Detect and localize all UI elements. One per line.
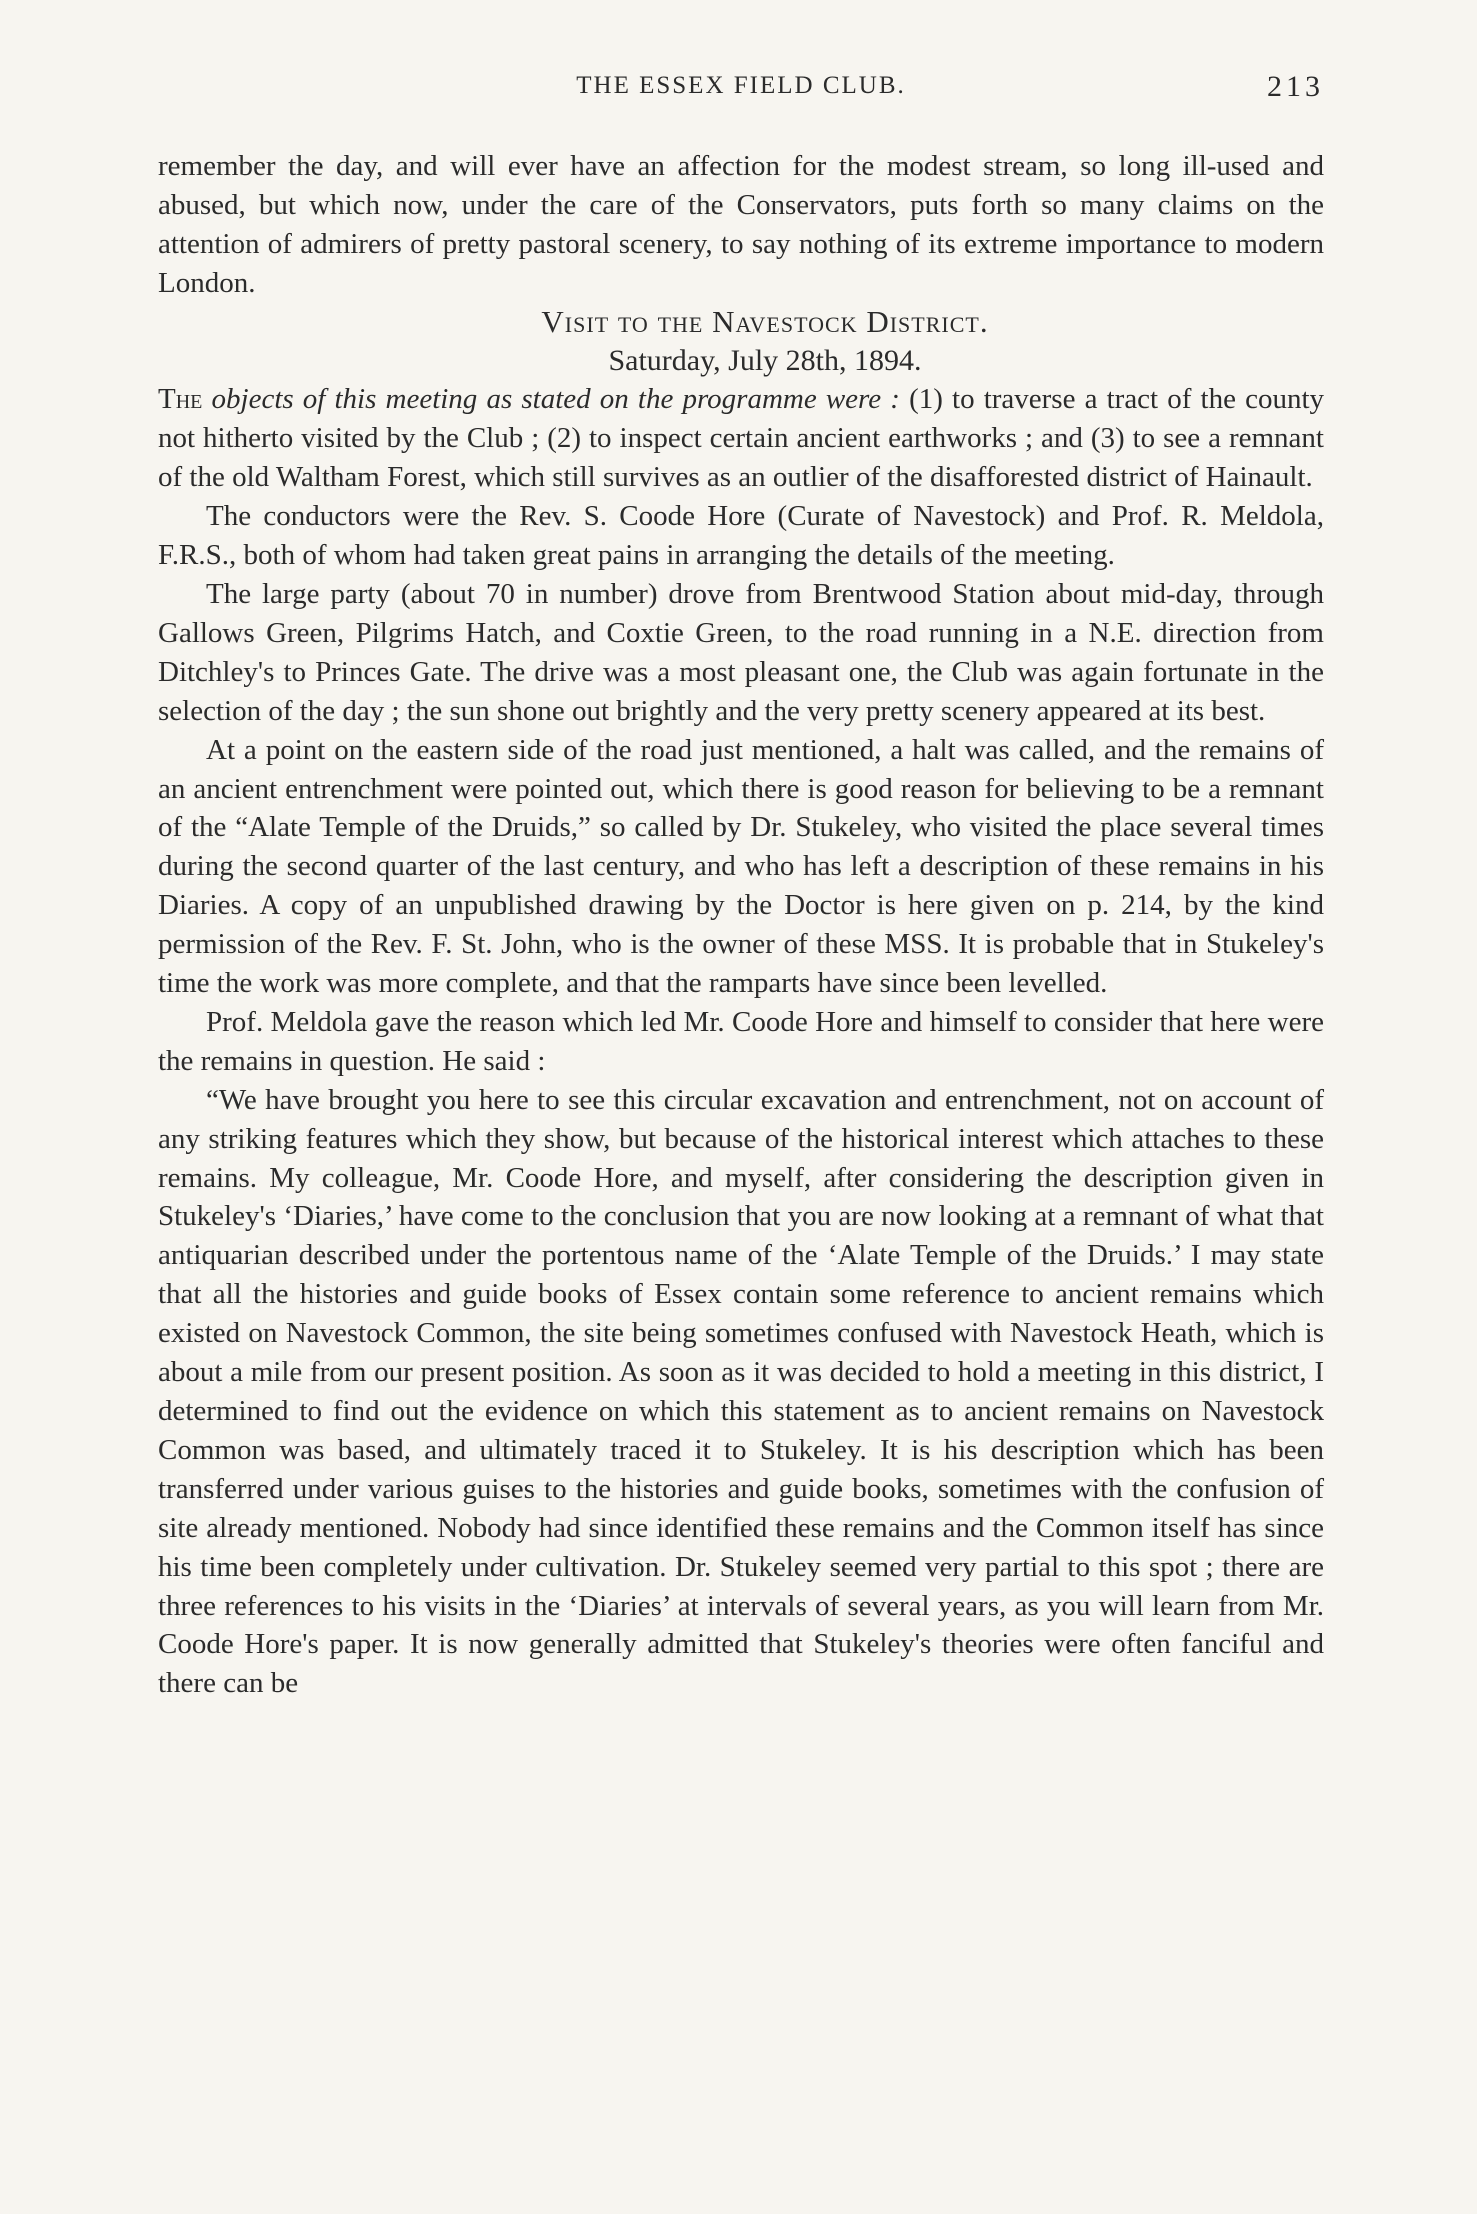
page-number: 213 — [1267, 70, 1324, 103]
paragraph-drive: The large party (about 70 in number) drove from Brentwood Station about mid-day, through Gallows Green, Pilgrims Hatch, and Coxtie Green, to the road running in a N.E. direction from Ditchley's to Princes Gate. The drive was a most pleasant one, the Club was again fortunate in the selection of the day ; the sun shone out brightly and the very pretty scenery appeared at its best. — [158, 577, 1324, 727]
paragraph-meldola: Prof. Meldola gave the reason which led Mr. Coode Hore and himself to consider that here were the remains in question. He said : — [158, 1005, 1324, 1077]
paragraph-entrenchment: At a point on the eastern side of the road just mentioned, a halt was called, and the remains of an ancient entrenchment were pointed out, which there is good reason for believing to be a remnant of the “Alate Temple of the Druids,” so called by Dr. Stukeley, who visited the place several times during the second quarter of the last century, and who has left a description of these remains in his Diaries. A copy of an unpublished drawing by the Doctor is here given on p. 214, by the kind permission of the Rev. F. St. John, who is the owner of these MSS. It is probable that in Stukeley's time the work was more complete, and that the ramparts have since been levelled. — [158, 733, 1324, 1000]
paragraph-lead-word: The — [158, 383, 203, 416]
paragraph-objects — [158, 380, 1324, 497]
running-head — [158, 72, 1324, 112]
section-heading: Visit to the Navestock District. — [541, 303, 989, 339]
paragraph-italic-phrase: objects of this meeting as stated on the programme were : — [211, 383, 900, 416]
running-title: THE ESSEX FIELD CLUB. — [576, 72, 906, 99]
body-text — [158, 147, 1324, 1703]
paragraph-speech: “We have brought you here to see this circular excavation and entrenchment, not on account of any striking features which they show, but because of the historical interest which attaches to these remains. My colleague, Mr. Coode Hore, and myself, after considering the description given in Stukeley's ‘Diaries,’ have come to the conclusion that you are now looking at a remnant of what that antiquarian described under the portentous name of the ‘Alate Temple of the Druids.’ I may state that all the histories and guide books of Essex contain some reference to ancient remains which existed on Navestock Common, the site being sometimes confused with Navestock Heath, which is about a mile from our present position. As soon as it was decided to hold a meeting in this district, I determined to find out the evidence on which this statement as to ancient remains on Navestock Common was based, and ultimately traced it to Stukeley. It is his description which has been transferred under various guises to the histories and guide books, sometimes with the confusion of site already mentioned. Nobody had since identified these remains and the Common itself has since his time been completely under cultivation. Dr. Stukeley seemed very partial to this spot ; there are three references to his visits in the ‘Diaries’ at intervals of several years, as you will learn from Mr. Coode Hore's paper. It is now generally admitted that Stukeley's theories were often fanciful and there can be — [158, 1083, 1324, 1700]
opening-paragraph: remember the day, and will ever have an affection for the modest stream, so long ill-used and abused, but which now, under the care of the Conservators, puts forth so many claims on the attention of admirers of pretty pastoral scenery, to say nothing of its extreme importance to modern London. — [158, 150, 1324, 299]
paragraph-conductors: The conductors were the Rev. S. Coode Hore (Curate of Navestock) and Prof. R. Meldola, F.R.S., both of whom had taken great pains in arranging the details of the meeting. — [158, 500, 1324, 572]
paragraph-objects-rest: (1) to traverse a tract of the county not hitherto visited by the Club ; (2) to inspect certain ancient earthworks ; and (3) to see a remnant of the old Waltham Forest, which still survives as an outlier of the disafforested district of Hainault. — [158, 383, 1325, 494]
section-date: Saturday, July 28th, 1894. — [608, 343, 922, 377]
